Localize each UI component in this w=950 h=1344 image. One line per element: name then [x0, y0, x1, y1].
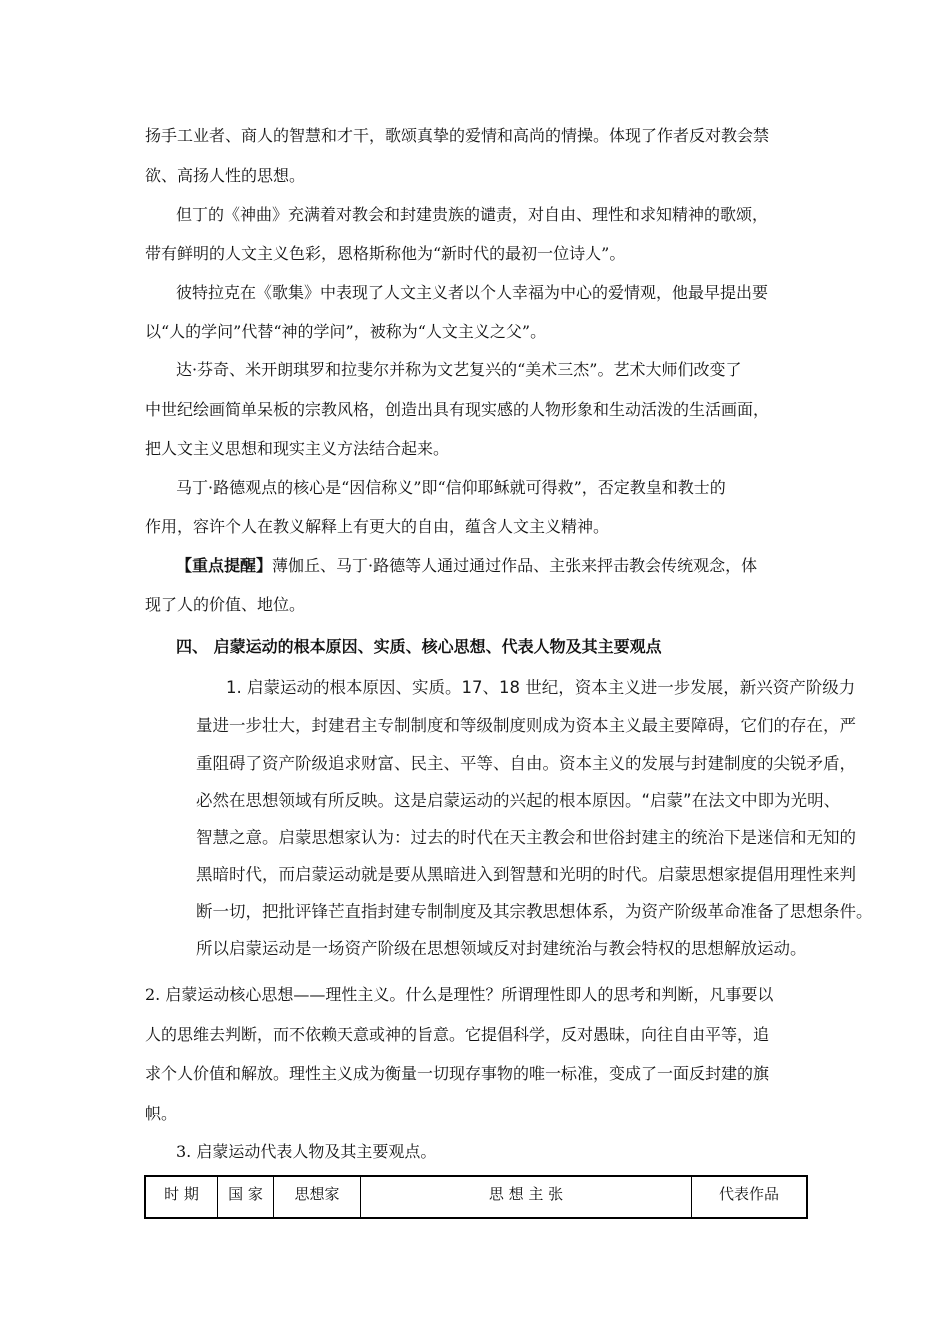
- table-header-cell: 时 期: [145, 1176, 218, 1218]
- paragraph-line: 中世纪绘画简单呆板的宗教风格，创造出具有现实感的人物形象和生动活泼的生活画面，: [145, 400, 770, 419]
- paragraph-line: 达·芬奇、米开朗琪罗和拉斐尔并称为文艺复兴的“美术三杰”。艺术大师们改变了: [176, 360, 742, 379]
- paragraph-line: 但丁的《神曲》充满着对教会和封建贵族的谴责，对自由、理性和求知精神的歌颂，: [176, 205, 769, 224]
- paragraph-line: 带有鲜明的人文主义色彩，恩格斯称他为“新时代的最初一位诗人”。: [145, 244, 626, 263]
- paragraph-line: 人的思维去判断，而不依赖天意或神的旨意。它提倡科学，反对愚昧，向往自由平等，追: [145, 1025, 770, 1044]
- image-text-line: 量进一步壮大，封建君主专制制度和等级制度则成为资本主义最主要障碍，它们的存在，严: [196, 716, 856, 735]
- table-header-cell: 思 想 主 张: [361, 1176, 692, 1218]
- table-header-cell: 思想家: [274, 1176, 361, 1218]
- paragraph-line: 求个人价值和解放。理性主义成为衡量一切现存事物的唯一标准，变成了一面反封建的旗: [145, 1064, 770, 1083]
- paragraph-line: 欲、高扬人性的思想。: [145, 166, 306, 185]
- paragraph-line: 帜。: [145, 1104, 178, 1123]
- table-header-cell: 国 家: [218, 1176, 274, 1218]
- paragraph-line: 作用，容许个人在教义解释上有更大的自由，蕴含人文主义精神。: [145, 517, 610, 536]
- paragraph-line: 马丁·路德观点的核心是“因信称义”即“信仰耶稣就可得救”，否定教皇和教士的: [176, 478, 726, 497]
- image-text-line: 断一切，把批评锋芒直指封建专制制度及其宗教思想体系，为资产阶级革命准备了思想条件。: [196, 902, 873, 921]
- image-text-line: 必然在思想领域有所反映。这是启蒙运动的兴起的根本原因。“启蒙”在法文中即为光明、: [196, 791, 841, 810]
- image-text-line: 重阻碍了资产阶级追求财富、民主、平等、自由。资本主义的发展与封建制度的尖锐矛盾，: [196, 754, 856, 773]
- image-text-line: 智慧之意。启蒙思想家认为：过去的时代在天主教会和世俗封建主的统治下是迷信和无知的: [196, 828, 856, 847]
- table-header-cell: 代表作品: [692, 1176, 808, 1218]
- image-text-line: 黑暗时代，而启蒙运动就是要从黑暗进入到智慧和光明的时代。启蒙思想家提倡用理性来判: [196, 865, 856, 884]
- key-reminder-line: 【重点提醒】薄伽丘、马丁·路德等人通过通过作品、主张来抨击教会传统观念，体: [176, 556, 758, 575]
- representatives-table: [144, 1175, 808, 1219]
- paragraph-line: 现了人的价值、地位。: [145, 595, 306, 614]
- paragraph-line: 彼特拉克在《歌集》中表现了人文主义者以个人幸福为中心的爱情观，他最早提出要: [176, 283, 769, 302]
- paragraph-line: 2. 启蒙运动核心思想——理性主义。什么是理性？所谓理性即人的思考和判断，凡事要以: [145, 985, 774, 1004]
- embedded-text-image: [196, 668, 873, 958]
- paragraph-line: 扬手工业者、商人的智慧和才干，歌颂真挚的爱情和高尚的情操。体现了作者反对教会禁: [145, 126, 770, 145]
- table-header-row: [145, 1176, 807, 1218]
- key-reminder-label: 【重点提醒】: [176, 556, 273, 575]
- section-heading: 四、 启蒙运动的根本原因、实质、核心思想、代表人物及其主要观点: [176, 637, 662, 656]
- paragraph-line: 把人文主义思想和现实主义方法结合起来。: [145, 439, 450, 458]
- paragraph-line: 3. 启蒙运动代表人物及其主要观点。: [176, 1142, 437, 1161]
- paragraph-line: 以“人的学问”代替“神的学问”，被称为“人文主义之父”。: [145, 322, 547, 341]
- image-text-line: 所以启蒙运动是一场资产阶级在思想领域反对封建统治与教会特权的思想解放运动。: [196, 939, 807, 958]
- image-text-line: 1. 启蒙运动的根本原因、实质。17、18 世纪，资本主义进一步发展，新兴资产阶级力: [226, 678, 856, 697]
